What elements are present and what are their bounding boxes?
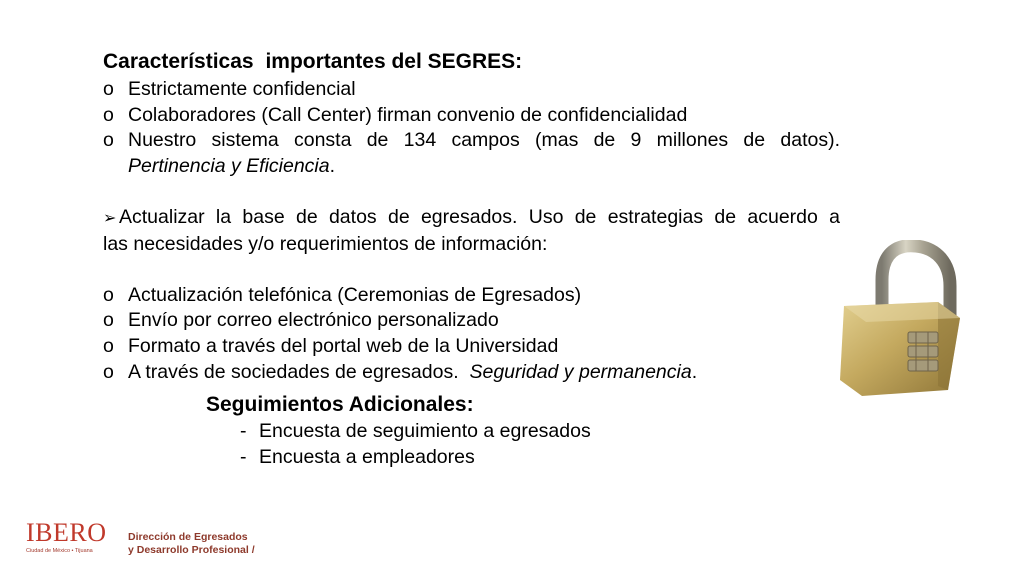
method-text: Formato a través del portal web de la Universidad <box>128 334 559 357</box>
followup-item <box>103 419 840 445</box>
department-line-1: Dirección de Egresados <box>128 531 248 543</box>
feature-text: Colaboradores (Call Center) firman convenio de confidencialidad <box>128 103 688 126</box>
followup-text: Encuesta a empleadores <box>259 445 475 468</box>
ibero-logo <box>26 520 107 555</box>
feature-text: Estrictamente confidencial <box>128 78 356 100</box>
ibero-subtitle: Ciudad de México • Tijuana <box>26 548 93 554</box>
method-text: Actualización telefónica (Ceremonias de Egresados) <box>128 283 582 306</box>
method-period: . <box>691 360 698 383</box>
features-heading-part1: Características <box>103 50 254 73</box>
update-line-2: las necesidades y/o requerimientos de información: <box>103 232 548 255</box>
features-heading-part2: importantes del SEGRES: <box>265 50 523 73</box>
bullet-marker: o <box>103 129 114 152</box>
bullet-marker: o <box>103 103 114 126</box>
method-emphasis: Seguridad y permanencia <box>469 360 692 383</box>
bullet-marker: o <box>103 360 114 383</box>
feature-emphasis: Pertinencia y Eficiencia <box>128 154 330 177</box>
method-text: A través de sociedades de egresados. <box>128 360 459 383</box>
feature-period: . <box>329 154 336 177</box>
bullet-marker: o <box>103 309 114 332</box>
feature-item <box>103 128 840 179</box>
update-line-1 <box>103 205 840 232</box>
padlock-icon <box>838 240 968 400</box>
dash-marker: - <box>240 420 247 443</box>
ibero-wordmark: IBERO <box>26 518 107 547</box>
update-paragraph <box>103 205 840 257</box>
feature-item <box>103 77 840 103</box>
feature-continuation <box>128 154 840 180</box>
method-item <box>103 334 840 360</box>
update-line-1-text: Actualizar la base de datos de egresados. Uso de estrategias de acuerdo a <box>119 205 840 228</box>
bullet-marker: o <box>103 283 114 306</box>
dash-marker: - <box>240 445 247 468</box>
method-item <box>103 360 840 386</box>
followup-heading: Seguimientos Adicionales: <box>206 393 474 417</box>
features-heading <box>103 48 840 76</box>
followup-text: Encuesta de seguimiento a egresados <box>259 420 591 443</box>
method-item <box>103 283 840 309</box>
feature-item <box>103 103 840 129</box>
feature-text: Nuestro sistema consta de 134 campos (mas de 9 millones de datos). <box>128 129 840 152</box>
slide-content <box>103 48 840 470</box>
department-name <box>128 531 255 556</box>
bullet-marker: o <box>103 334 114 357</box>
method-text: Envío por correo electrónico personalizado <box>128 309 499 332</box>
bullet-marker: o <box>103 78 114 100</box>
followup-item <box>103 445 840 471</box>
method-item <box>103 308 840 334</box>
department-line-2: y Desarrollo Profesional / <box>128 543 255 556</box>
arrow-bullet-icon: ➢ <box>103 209 117 227</box>
